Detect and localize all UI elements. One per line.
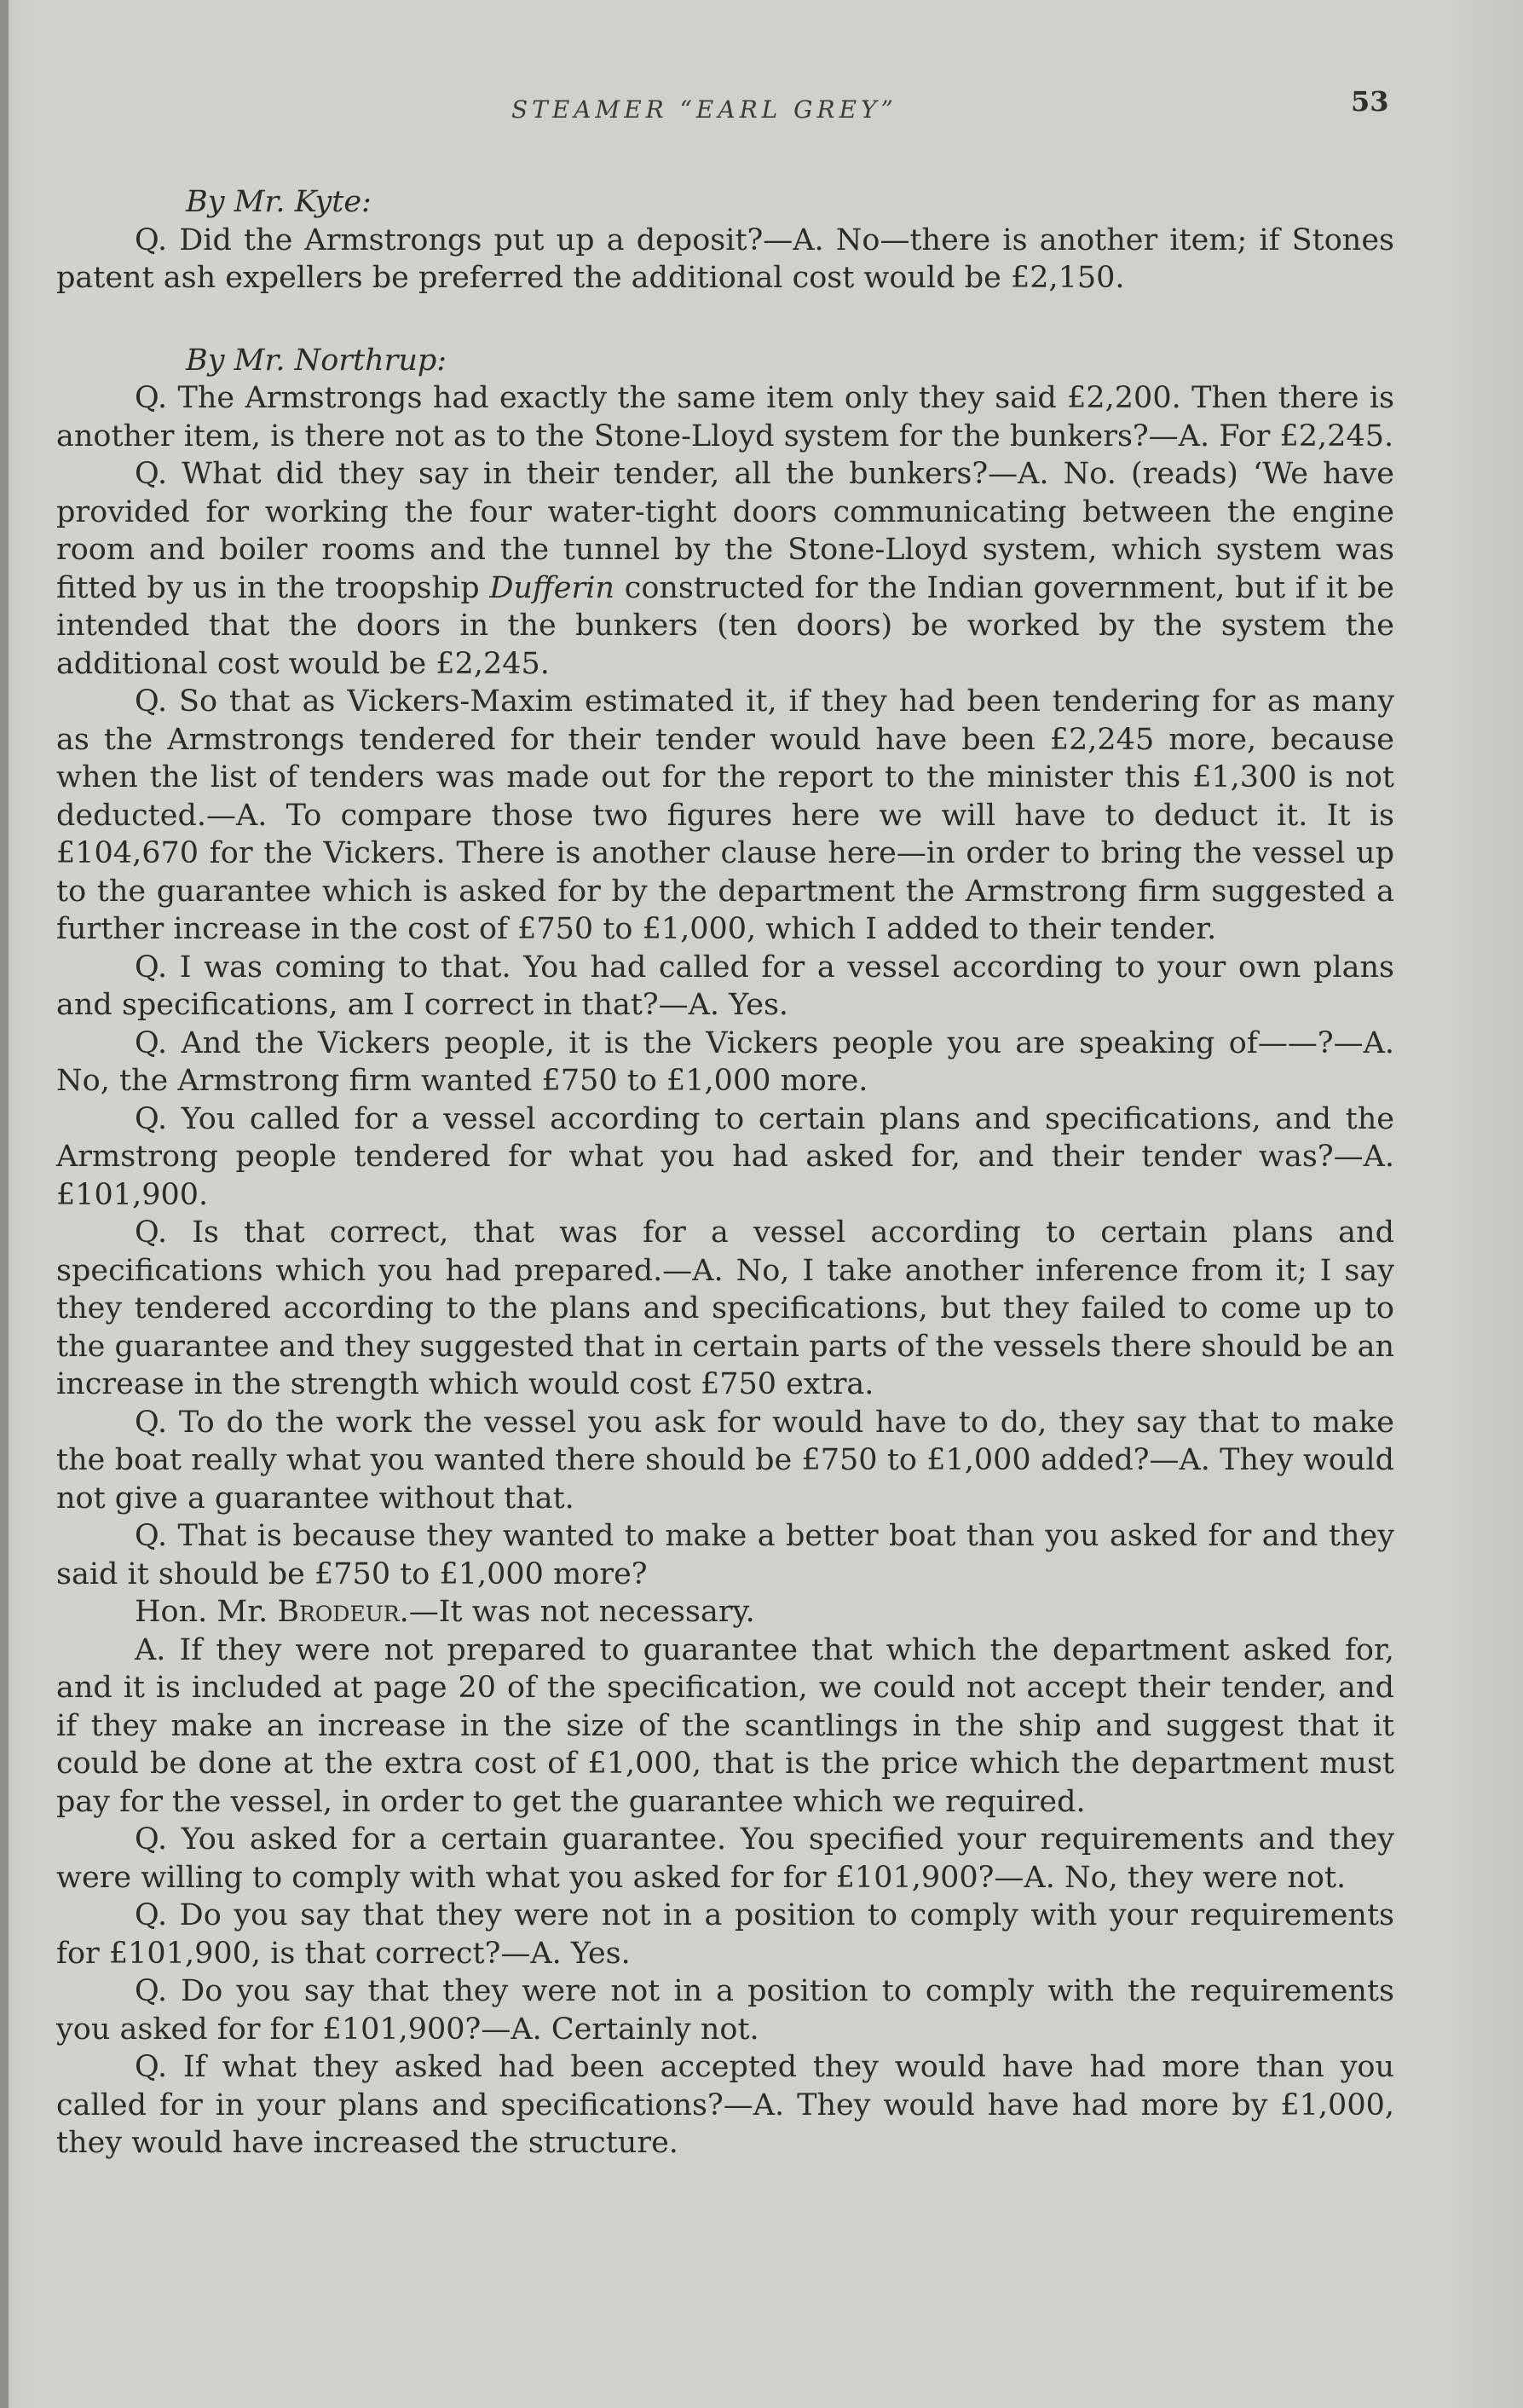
text-run: .—It was not necessary.	[399, 1595, 755, 1629]
page-number: 53	[1351, 85, 1389, 118]
testimony-text	[56, 183, 1394, 2163]
paragraph: Q. Do you say that they were not in a position to comply with your requirements for £101,900, is that correct?—A. Yes.	[56, 1898, 1394, 1971]
speaker-name: Brodeur	[277, 1595, 400, 1629]
paragraph: Q. Is that correct, that was for a vessel according to certain plans and specifications which you had prepared.—A. No, I take another inference from it; I say they tendered according to the plans and specifications, but they failed to come up to the guarantee and they suggested that in certain parts of the vessels there should be an increase in the strength which would cost £750 extra.	[56, 1216, 1394, 1401]
speaker-heading-northrup: By Mr. Northrup:	[186, 343, 447, 378]
paragraph: Q. And the Vickers people, it is the Vickers people you are speaking of——?—A. No, the Armstrong firm wanted £750 to £1,000 more.	[56, 1025, 1394, 1098]
text-run: constructed for the Indian government, but if it be intended that the doors in the bunkers (ten doors) be worked by the system the additional cost would be £2,245.	[56, 570, 1394, 681]
text-run: Hon. Mr.	[135, 1595, 278, 1629]
paragraph: Q. To do the work the vessel you ask for would have to do, they say that to make the boat really what you wanted there should be £750 to £1,000 added?—A. They would not give a guarantee without that.	[56, 1405, 1394, 1516]
paragraph: Q. If what they asked had been accepted they would have had more than you called for in your plans and specifications?—A. They would have had more by £1,000, they would have increased the structure.	[56, 2050, 1394, 2160]
paragraph: A. If they were not prepared to guarantee that which the department asked for, and it is included at page 20 of the specification, we could not accept their tender, and if they make an increase in the size of the scantlings in the ship and suggest that it could be done at the extra cost of £1,000, that is the price which the department must pay for the vessel, in order to get the guarantee which we required.	[56, 1632, 1394, 1819]
text-run: Q. What did they say in their tender, all the bunkers?—A. No. (reads) ‘We have provided for working the four water-tight doors communicating between the engine room and boiler rooms and the tunnel by the Stone-Lloyd system, which system was fitted by us in the troopship	[56, 457, 1394, 605]
paragraph: Q. You asked for a certain guarantee. You specified your requirements and they were willing to comply with what you asked for for £101,900?—A. No, they were not.	[56, 1822, 1394, 1895]
book-spine-edge	[0, 0, 9, 2408]
running-title: STEAMER “EARL GREY”	[511, 95, 897, 124]
paragraph: Q. The Armstrongs had exactly the same item only they said £2,200. Then there is another item, is there not as to the Stone-Lloyd system for the bunkers?—A. For £2,245.	[56, 381, 1394, 453]
paragraph: Q. Did the Armstrongs put up a deposit?—A. No—there is another item; if Stones patent ash expellers be preferred the additional cost would be £2,150.	[56, 222, 1394, 295]
paragraph: Q. You called for a vessel according to certain plans and specifications, and the Armstrong people tendered for what you had asked for, and their tender was?—A. £101,900.	[56, 1101, 1394, 1212]
ship-name: Dufferin	[489, 570, 614, 605]
paragraph: Q. That is because they wanted to make a better boat than you asked for and they said it should be £750 to £1,000 more?	[56, 1519, 1394, 1591]
paragraph	[56, 1593, 1394, 1631]
paragraph	[56, 455, 1394, 683]
speaker-heading-kyte: By Mr. Kyte:	[186, 185, 372, 219]
paragraph: Q. Do you say that they were not in a position to comply with the requirements you asked for for £101,900?—A. Certainly not.	[56, 1974, 1394, 2047]
paragraph: Q. So that as Vickers-Maxim estimated it, if they had been tendering for as many as the Armstrongs tendered for their tender would have been £2,245 more, because when the list of tenders was made out for the report to the minister this £1,300 is not deducted.—A. To compare those two figures here we will have to deduct it. It is £104,670 for the Vickers. There is another clause here—in order to bring the vessel up to the guarantee which is asked for by the department the Armstrong firm suggested a further increase in the cost of £750 to £1,000, which I added to their tender.	[56, 684, 1394, 946]
paragraph: Q. I was coming to that. You had called for a vessel according to your own plans and specifications, am I correct in that?—A. Yes.	[56, 950, 1394, 1022]
